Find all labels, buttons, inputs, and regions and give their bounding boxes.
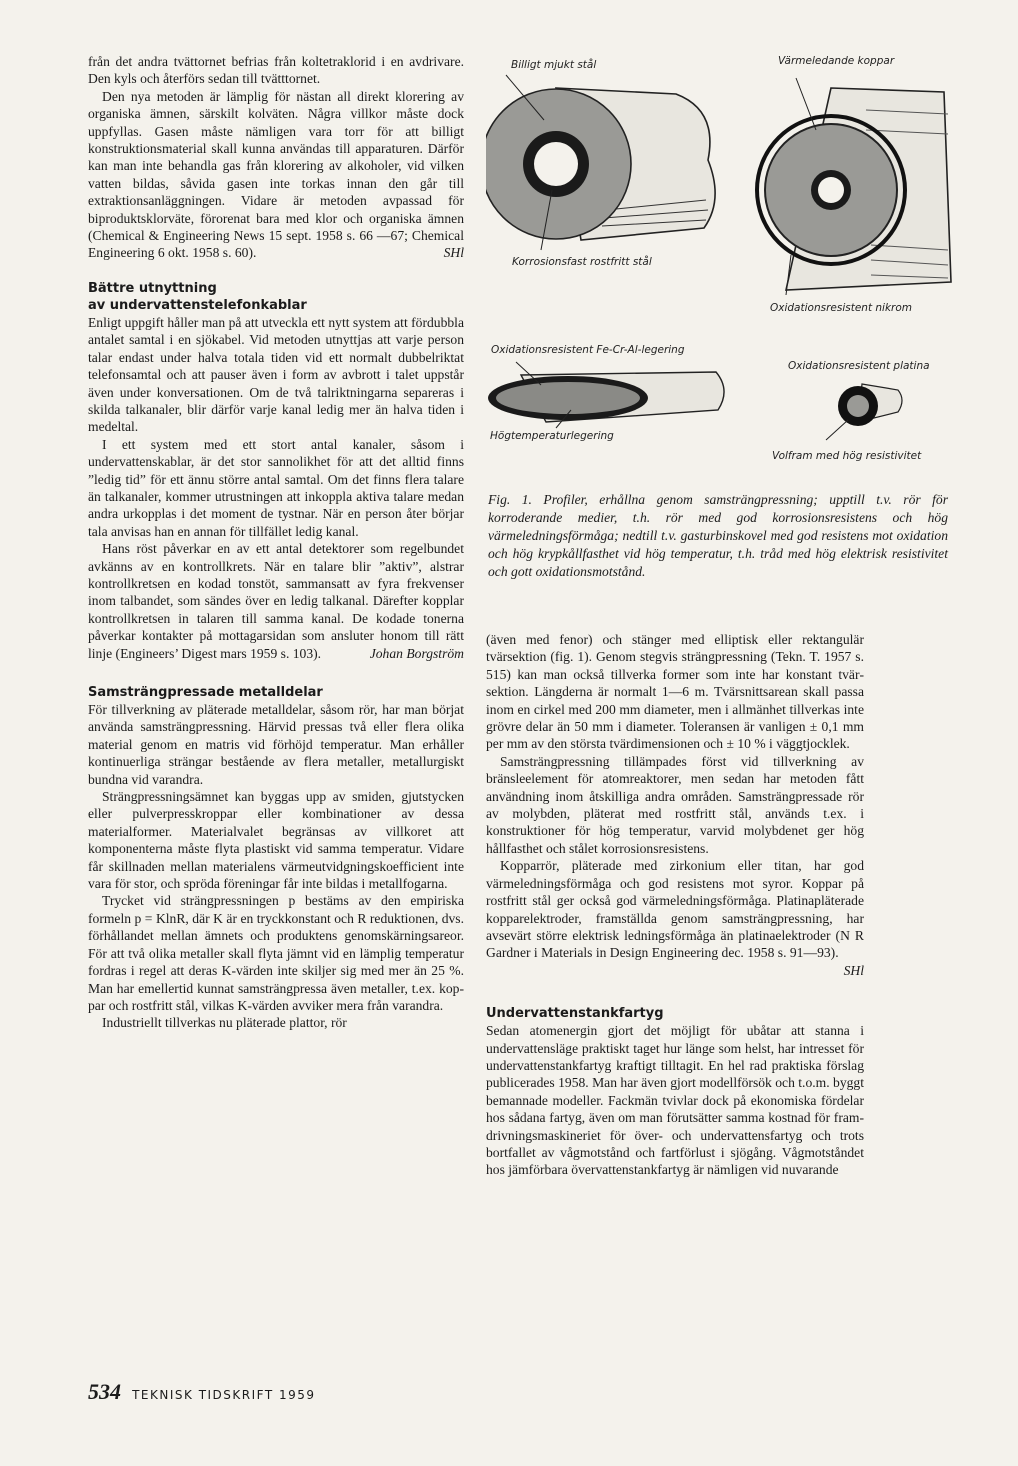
heading-line: Bättre utnyttning <box>88 280 217 296</box>
paragraph-text: Kopparrör, pläterade med zirkonium eller titan, har god värmeledningsförmåga och god resistens mot syror. Koppar på rostfritt stål ger också god värmeledningsförmåga. Platinapläterade kopparelektroder, framställda genom samsträngpressning, har avsevärt större elektrisk ledningsförmåga än platinaelektroder (N R Gardner i Materials in Design Engineering dec. 1958 s. 91—93). <box>486 858 864 961</box>
wire-illustration <box>826 384 902 440</box>
paragraph: Samsträngpressning tillämpades först vid tillverkning av bränsleelement för atomreaktorer, men sedan har metoden fått användning inom åtskilliga andra områden. Samsträngpressade rör av molybden, pläterat med rostfritt stål, används t.ex. i konstruktioner för hög temperatur, varvid molybdenet ger hög hållfasthet och stålet korrosionsresistens. <box>486 753 864 856</box>
label-platina: Oxidationsresistent platina <box>788 360 930 372</box>
label-billigt: Billigt mjukt stål <box>511 59 597 71</box>
label-nikrom: Oxidationsresistent nikrom <box>770 302 913 314</box>
paragraph: från det andra tvättornet befrias från koltetraklorid i en avdrivare. Den kyls och återförs sedan till tvätttornet. <box>88 54 464 87</box>
paragraph: Enligt uppgift håller man på att utveckla ett nytt system att fördubbla antalet samtal i en sjökabel. Vid metoden utnyttjas att varje person talar endast under halva totala tiden vid ett normalt dubbelriktat telefonsamtal och att pauser även i form av avbrott i talet uppstår även under konversationen. Om de två talriktningarna separeras i skilda talkanaler, blir därför varje kanal ledig mer än halva tiden i medeltal. <box>88 314 464 435</box>
section-heading: Samsträngpressade metalldelar <box>88 685 323 700</box>
tube-copper-illustration <box>757 78 951 295</box>
page-number: 534 <box>88 1379 121 1404</box>
paragraph-text: Hans röst påverkar en av ett antal detektorer som regelbundet avkänns av en kontrollkrets. När en talare blir ”aktiv”, alstrar kontrollkretsen en kodad tonstöt, sammansatt av fyra frekvenser inom talbandet, som sändes över en ledig talkanal. Därefter kopplar kontrollkretsen in talaren till samma kanal. De kodade tonerna påverkar kontakter på mottagarsidan som ansluter honom till rätt linje (Engineers’ Digest mars 1959 s. 103). <box>88 541 464 661</box>
signature: Johan Borgström <box>369 645 464 661</box>
left-column <box>88 53 464 1032</box>
paragraph: I ett system med ett stort antal kanaler, såsom i undervattenskablar, är det stor sannolikhet för att det alltid finns ”ledig tid” för ett ännu större antal samtal. Om det finns flera talare än talkanaler, kommer utrustningen att inkoppla aktiva talare medan andra urkopplas i det moment de tystnar. När en person åter börjar tala anvisas han en annan för tillfället ledig kanal. <box>88 436 464 539</box>
label-varmeledande: Värmeledande koppar <box>778 55 895 67</box>
paragraph: Sedan atomenergin gjort det möjligt för ubåtar att stanna i undervattensläge praktiskt taget hur länge som helst, har intresset för undervattenstankfartyg kraftigt tilltagit. En hel rad praktiska förslag publicerades 1958. Man har även gjort modellförsök och t.o.m. byggt bemannade modeller. Fackmän tvivlar dock på ekonomiska fördelar hos sådana fartyg, även om man förutsätter samma kostnad för framdrivningsmaskineriet för över- och undervattensfartyg och trots bortfallet av vågmotstånd och fartförlust i sjögång. Vågmotståndet hos jämförbara övervattenstankfartyg är nämligen vid nuvarande <box>486 1023 864 1178</box>
paragraph: Strängpressningsämnet kan byggas upp av smiden, gjutstycken eller pulverpresskroppar eller kombinationer av dessa materialformer. Materialvalet begränsas av villkoret att komponenterna måste flyta plastiskt vid samma temperatur. Vidare får skillnaden mellan materialens värmeutvidgningskoefficient inte vara för stor, och spröda föreningar får inte bildas i metallfogarna. <box>88 789 464 892</box>
figure-drawing <box>486 50 956 490</box>
page-footer <box>88 1379 316 1405</box>
paragraph <box>486 857 864 978</box>
paragraph: Trycket vid strängpressningen p bestäms av den empiriska formeln p = KlnR, där K är en tryckkonstant och R reduktionen, dvs. förhållandet mellan ämnets och produktens genomskärningsareor. För att två olika metaller skall flyta jämnt vid en lämplig temperatur fordras i regel att deras K-värden inte skiljer sig med mer än 25 %. Man har emellertid kunnat samsträngpressa även metaller, t.ex. koppar och rostfritt stål, vilkas K-värden avviker mera från varandra. <box>88 893 464 1013</box>
paragraph <box>88 540 464 662</box>
section-heading: Undervattenstankfartyg <box>486 1006 664 1022</box>
turbine-blade-illustration <box>488 362 724 428</box>
signature: SHl <box>843 962 864 978</box>
label-hogtemp: Högtemperaturlegering <box>490 430 614 442</box>
paragraph: Industriellt tillverkas nu pläterade plattor, rör <box>102 1015 347 1031</box>
signature: SHl <box>443 245 464 261</box>
figure-caption: Fig. 1. Profiler, erhållna genom samsträngpressning; upptill t.v. rör för korroderande medier, t.h. rör med god korrosionsresistens och hög värmeledningsförmåga; nedtill t.v. gasturbinskovel med god resistens mot oxidation och hög krypkållfasthet vid hög temperatur, t.h. tråd med hög elektrisk resistivitet och gott oxidationsmotstånd. <box>488 492 948 579</box>
journal-title: TEKNISK TIDSKRIFT 1959 <box>132 1388 316 1402</box>
label-fecral: Oxidationsresistent Fe-Cr-Al-legering <box>491 344 685 356</box>
label-korrosionsfast: Korrosionsfast rostfritt stål <box>512 256 652 268</box>
paragraph: (även med fenor) och stänger med elliptisk eller rektangulär tvärsektion (fig. 1). Genom stegvis strängpressning (Tekn. T. 1957 s. 515) kan man också tillverka former som inte har konstant tvärsektion. Längderna är normalt 1—6 m. Tvärsnittsarean skall passa inom en cirkel med 200 mm diameter, men i allmänhet tillverkas inte grövre delar än 50 mm i diameter. Toleransen är vanligen ± 0,1 mm per mm av den största tvärdimensionen och ± 10 % i väggtjocklek. <box>486 632 864 752</box>
section-heading <box>88 280 464 314</box>
paragraph <box>88 88 464 262</box>
paragraph: För tillverkning av pläterade metalldelar, såsom rör, har man börjat använda samsträngpressning. Härvid pressas två eller flera olika material genom en matris vid förhöjd temperatur. Man erhåller kontinuerliga strängar bestående av flera metaller, metallurgiskt bundna vid varandra. <box>88 702 464 787</box>
paragraph-text: Den nya metoden är lämplig för nästan all direkt klorering av organiska ämnen, särskilt kolväten. Några villkor måste dock uppfyllas. Gasen måste nämligen vara torr för att billigt konstruktionsmaterial skall kunna användas till apparaturen. Därför kan man inte behandla gas från klorering av alkoholer, vid vilken vatten bildas, såvida gasen inte torkas innan den går till extraktionsanläggningen. Vidare är metoden avpassad för biproduktsklorväte, förorenat bara med klor och organiska ämnen (Chemical & Engineering News 15 sept. 1958 s. 66 —67; Chemical Engineering 6 okt. 1958 s. 60). <box>88 88 464 261</box>
tube-steel-illustration <box>486 75 715 250</box>
figure-profiles <box>486 50 956 490</box>
label-volfram: Volfram med hög resistivitet <box>772 450 922 462</box>
right-column <box>486 631 864 1179</box>
heading-line: av undervattenstelefonkablar <box>88 297 307 313</box>
